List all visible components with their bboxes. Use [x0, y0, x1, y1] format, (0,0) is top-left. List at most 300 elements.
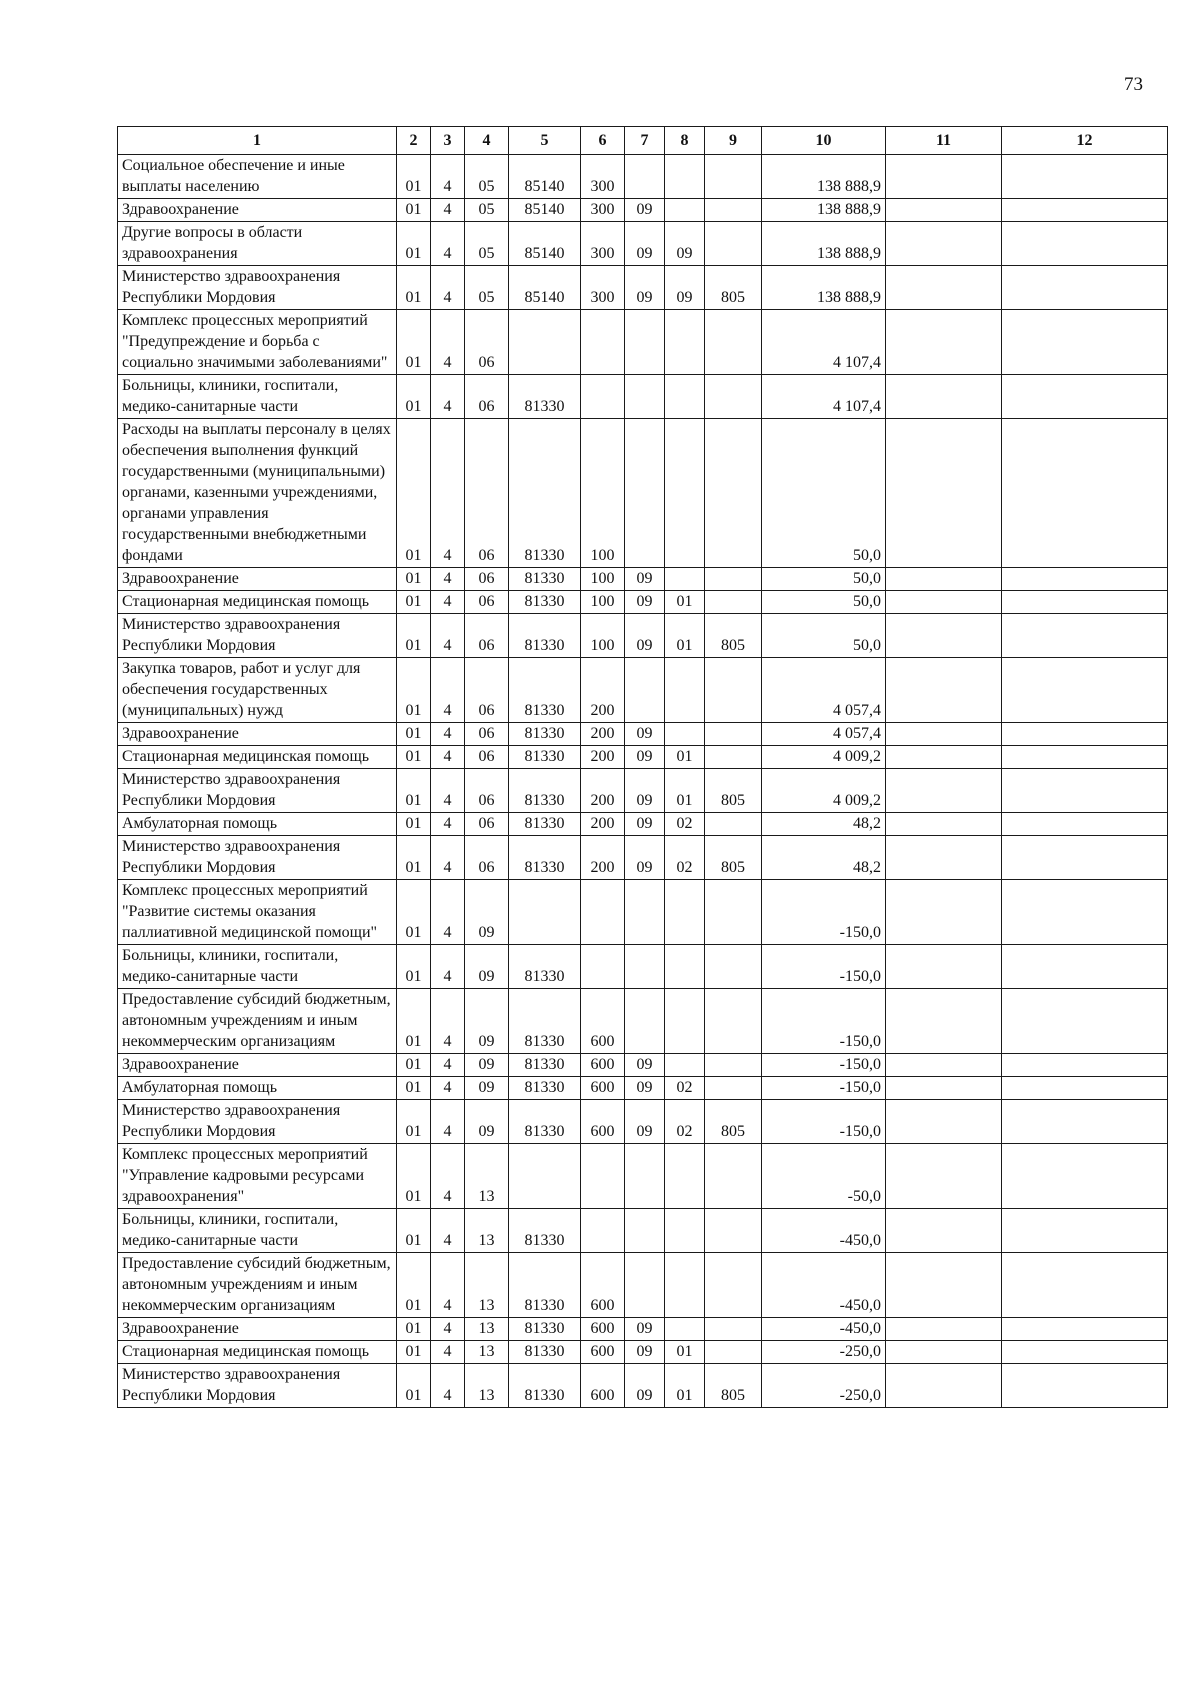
code-cell [705, 723, 762, 746]
amount-cell: 50,0 [762, 591, 886, 614]
code-cell: 81330 [509, 614, 581, 658]
code-cell: 4 [431, 222, 465, 266]
code-cell [665, 199, 705, 222]
code-cell: 05 [465, 222, 509, 266]
row-name-cell: Другие вопросы в области здравоохранения [118, 222, 397, 266]
amount-cell [1002, 1318, 1168, 1341]
row-name-cell: Министерство здравоохранения Республики Мордовия [118, 836, 397, 880]
code-cell: 09 [625, 836, 665, 880]
column-header: 9 [705, 127, 762, 155]
code-cell [625, 375, 665, 419]
code-cell: 100 [581, 591, 625, 614]
code-cell: 81330 [509, 1054, 581, 1077]
table-row [118, 1341, 1168, 1364]
row-name-cell: Стационарная медицинская помощь [118, 746, 397, 769]
code-cell: 02 [665, 1077, 705, 1100]
row-name-cell: Закупка товаров, работ и услуг для обеспечения государственных (муниципальных) нужд [118, 658, 397, 723]
code-cell [705, 945, 762, 989]
code-cell [509, 880, 581, 945]
code-cell: 01 [665, 1341, 705, 1364]
code-cell: 600 [581, 989, 625, 1054]
amount-cell [886, 375, 1002, 419]
amount-cell [1002, 1364, 1168, 1408]
code-cell: 09 [625, 1364, 665, 1408]
amount-cell: -150,0 [762, 1054, 886, 1077]
code-cell: 01 [665, 591, 705, 614]
code-cell: 600 [581, 1364, 625, 1408]
code-cell [665, 568, 705, 591]
code-cell [705, 1077, 762, 1100]
table-row [118, 880, 1168, 945]
row-name-cell: Министерство здравоохранения Республики Мордовия [118, 1364, 397, 1408]
code-cell [705, 591, 762, 614]
amount-cell [886, 989, 1002, 1054]
code-cell: 06 [465, 658, 509, 723]
row-name-cell: Комплекс процессных мероприятий "Развитие системы оказания паллиативной медицинской помощи" [118, 880, 397, 945]
code-cell: 09 [465, 880, 509, 945]
amount-cell: -150,0 [762, 945, 886, 989]
code-cell: 09 [465, 1054, 509, 1077]
code-cell: 06 [465, 813, 509, 836]
row-name-cell: Амбулаторная помощь [118, 1077, 397, 1100]
amount-cell [886, 1077, 1002, 1100]
amount-cell [886, 199, 1002, 222]
code-cell: 81330 [509, 658, 581, 723]
code-cell: 09 [625, 1054, 665, 1077]
code-cell: 81330 [509, 989, 581, 1054]
table-row [118, 591, 1168, 614]
code-cell: 01 [397, 1253, 431, 1318]
code-cell: 81330 [509, 419, 581, 568]
code-cell: 81330 [509, 1318, 581, 1341]
code-cell [705, 1341, 762, 1364]
code-cell: 4 [431, 591, 465, 614]
column-header: 2 [397, 127, 431, 155]
code-cell: 805 [705, 1364, 762, 1408]
code-cell: 09 [665, 222, 705, 266]
code-cell: 01 [397, 1100, 431, 1144]
amount-cell [886, 1144, 1002, 1209]
code-cell: 4 [431, 568, 465, 591]
code-cell [705, 568, 762, 591]
code-cell: 01 [397, 723, 431, 746]
amount-cell: -450,0 [762, 1209, 886, 1253]
code-cell [625, 1253, 665, 1318]
table-row [118, 723, 1168, 746]
amount-cell [1002, 769, 1168, 813]
amount-cell [886, 746, 1002, 769]
page-number: 73 [1124, 74, 1143, 95]
table-row [118, 989, 1168, 1054]
amount-cell: 4 009,2 [762, 746, 886, 769]
code-cell: 13 [465, 1144, 509, 1209]
code-cell: 200 [581, 658, 625, 723]
code-cell: 4 [431, 1054, 465, 1077]
code-cell: 300 [581, 199, 625, 222]
table-row [118, 1077, 1168, 1100]
code-cell: 4 [431, 813, 465, 836]
amount-cell [1002, 1144, 1168, 1209]
amount-cell [886, 1100, 1002, 1144]
amount-cell [1002, 1077, 1168, 1100]
table-row [118, 155, 1168, 199]
code-cell: 100 [581, 419, 625, 568]
code-cell: 06 [465, 614, 509, 658]
code-cell: 81330 [509, 945, 581, 989]
code-cell: 02 [665, 1100, 705, 1144]
amount-cell [1002, 945, 1168, 989]
amount-cell: 138 888,9 [762, 155, 886, 199]
code-cell [581, 375, 625, 419]
code-cell: 09 [625, 746, 665, 769]
code-cell: 01 [397, 199, 431, 222]
code-cell: 4 [431, 1144, 465, 1209]
code-cell: 200 [581, 813, 625, 836]
code-cell [625, 989, 665, 1054]
code-cell [625, 1144, 665, 1209]
code-cell: 200 [581, 769, 625, 813]
code-cell: 01 [397, 419, 431, 568]
code-cell: 805 [705, 769, 762, 813]
code-cell [665, 945, 705, 989]
column-header: 12 [1002, 127, 1168, 155]
amount-cell [886, 1341, 1002, 1364]
code-cell: 4 [431, 658, 465, 723]
table-body [118, 155, 1168, 1408]
code-cell [705, 310, 762, 375]
code-cell: 01 [397, 266, 431, 310]
code-cell: 01 [397, 591, 431, 614]
amount-cell [1002, 1341, 1168, 1364]
code-cell: 01 [665, 614, 705, 658]
table-row [118, 568, 1168, 591]
code-cell: 09 [625, 266, 665, 310]
row-name-cell: Предоставление субсидий бюджетным, автономным учреждениям и иным некоммерческим организациям [118, 989, 397, 1054]
code-cell [705, 989, 762, 1054]
amount-cell [1002, 591, 1168, 614]
code-cell: 06 [465, 746, 509, 769]
code-cell: 01 [397, 375, 431, 419]
code-cell: 4 [431, 1318, 465, 1341]
code-cell: 4 [431, 1100, 465, 1144]
code-cell: 01 [397, 769, 431, 813]
code-cell: 09 [465, 1100, 509, 1144]
code-cell: 4 [431, 945, 465, 989]
code-cell: 01 [665, 769, 705, 813]
amount-cell [1002, 222, 1168, 266]
table-row [118, 746, 1168, 769]
code-cell: 81330 [509, 723, 581, 746]
code-cell: 81330 [509, 1341, 581, 1364]
code-cell: 600 [581, 1318, 625, 1341]
code-cell: 81330 [509, 591, 581, 614]
amount-cell [886, 1054, 1002, 1077]
amount-cell [1002, 199, 1168, 222]
amount-cell [1002, 568, 1168, 591]
code-cell [625, 155, 665, 199]
code-cell [665, 1054, 705, 1077]
code-cell: 4 [431, 769, 465, 813]
code-cell: 4 [431, 1077, 465, 1100]
code-cell [665, 723, 705, 746]
row-name-cell: Больницы, клиники, госпитали, медико-санитарные части [118, 375, 397, 419]
code-cell: 805 [705, 1100, 762, 1144]
amount-cell: -150,0 [762, 1077, 886, 1100]
code-cell [665, 1209, 705, 1253]
code-cell: 4 [431, 1253, 465, 1318]
code-cell: 09 [625, 568, 665, 591]
amount-cell [886, 155, 1002, 199]
amount-cell [886, 769, 1002, 813]
table-row [118, 310, 1168, 375]
code-cell [705, 1253, 762, 1318]
code-cell: 09 [625, 1341, 665, 1364]
code-cell: 13 [465, 1209, 509, 1253]
code-cell: 4 [431, 1209, 465, 1253]
table-row [118, 769, 1168, 813]
code-cell: 300 [581, 222, 625, 266]
code-cell: 02 [665, 836, 705, 880]
amount-cell [1002, 813, 1168, 836]
code-cell: 4 [431, 989, 465, 1054]
code-cell [665, 989, 705, 1054]
amount-cell [886, 1364, 1002, 1408]
amount-cell [1002, 989, 1168, 1054]
code-cell [665, 1253, 705, 1318]
code-cell: 4 [431, 723, 465, 746]
code-cell: 01 [397, 1318, 431, 1341]
amount-cell [1002, 658, 1168, 723]
amount-cell [1002, 266, 1168, 310]
code-cell: 81330 [509, 813, 581, 836]
code-cell: 09 [625, 723, 665, 746]
row-name-cell: Амбулаторная помощь [118, 813, 397, 836]
code-cell [705, 222, 762, 266]
row-name-cell: Расходы на выплаты персоналу в целях обеспечения выполнения функций государственными (муниципальными) органами, казенными учреждениями, органами управления государственными внебюджетными фондами [118, 419, 397, 568]
code-cell: 4 [431, 375, 465, 419]
amount-cell: -250,0 [762, 1364, 886, 1408]
header-row [118, 127, 1168, 155]
row-name-cell: Стационарная медицинская помощь [118, 591, 397, 614]
code-cell: 01 [397, 746, 431, 769]
code-cell: 4 [431, 310, 465, 375]
table-row [118, 614, 1168, 658]
code-cell: 85140 [509, 222, 581, 266]
code-cell: 09 [625, 222, 665, 266]
column-header: 6 [581, 127, 625, 155]
amount-cell: 50,0 [762, 568, 886, 591]
code-cell: 09 [625, 769, 665, 813]
code-cell: 01 [397, 658, 431, 723]
code-cell: 01 [397, 222, 431, 266]
code-cell: 09 [625, 1318, 665, 1341]
code-cell: 81330 [509, 568, 581, 591]
code-cell: 01 [397, 155, 431, 199]
row-name-cell: Социальное обеспечение и иные выплаты населению [118, 155, 397, 199]
table-row [118, 1209, 1168, 1253]
code-cell: 600 [581, 1253, 625, 1318]
code-cell [705, 1209, 762, 1253]
column-header: 11 [886, 127, 1002, 155]
code-cell: 600 [581, 1100, 625, 1144]
amount-cell [886, 1318, 1002, 1341]
amount-cell [1002, 1100, 1168, 1144]
code-cell: 81330 [509, 746, 581, 769]
amount-cell [1002, 836, 1168, 880]
code-cell [705, 375, 762, 419]
amount-cell: 50,0 [762, 419, 886, 568]
row-name-cell: Больницы, клиники, госпитали, медико-санитарные части [118, 945, 397, 989]
code-cell: 05 [465, 266, 509, 310]
code-cell: 81330 [509, 1100, 581, 1144]
code-cell: 81330 [509, 836, 581, 880]
code-cell [665, 1318, 705, 1341]
code-cell: 4 [431, 746, 465, 769]
code-cell: 01 [397, 568, 431, 591]
code-cell: 09 [625, 1077, 665, 1100]
code-cell: 06 [465, 375, 509, 419]
code-cell: 4 [431, 1341, 465, 1364]
table-row [118, 945, 1168, 989]
amount-cell: -150,0 [762, 989, 886, 1054]
code-cell: 81330 [509, 1364, 581, 1408]
code-cell [705, 199, 762, 222]
amount-cell: 4 009,2 [762, 769, 886, 813]
amount-cell [886, 813, 1002, 836]
code-cell: 13 [465, 1341, 509, 1364]
code-cell: 200 [581, 723, 625, 746]
amount-cell: 4 107,4 [762, 375, 886, 419]
code-cell: 4 [431, 1364, 465, 1408]
code-cell: 4 [431, 266, 465, 310]
row-name-cell: Комплекс процессных мероприятий "Предупреждение и борьба с социально значимыми заболеваниями" [118, 310, 397, 375]
amount-cell [1002, 723, 1168, 746]
row-name-cell: Министерство здравоохранения Республики Мордовия [118, 614, 397, 658]
table-row [118, 836, 1168, 880]
code-cell: 100 [581, 614, 625, 658]
amount-cell [886, 266, 1002, 310]
code-cell: 85140 [509, 155, 581, 199]
code-cell: 06 [465, 723, 509, 746]
code-cell [665, 310, 705, 375]
row-name-cell: Здравоохранение [118, 1054, 397, 1077]
code-cell: 06 [465, 310, 509, 375]
code-cell [625, 310, 665, 375]
code-cell: 09 [665, 266, 705, 310]
amount-cell: -450,0 [762, 1253, 886, 1318]
code-cell [705, 419, 762, 568]
table-row [118, 1054, 1168, 1077]
column-header: 10 [762, 127, 886, 155]
row-name-cell: Больницы, клиники, госпитали, медико-санитарные части [118, 1209, 397, 1253]
table-row [118, 419, 1168, 568]
code-cell: 600 [581, 1077, 625, 1100]
code-cell: 4 [431, 836, 465, 880]
amount-cell: -250,0 [762, 1341, 886, 1364]
code-cell [705, 155, 762, 199]
amount-cell [1002, 614, 1168, 658]
amount-cell [886, 836, 1002, 880]
amount-cell: 48,2 [762, 836, 886, 880]
code-cell: 09 [465, 945, 509, 989]
code-cell: 01 [397, 1077, 431, 1100]
amount-cell [886, 310, 1002, 375]
code-cell [705, 1318, 762, 1341]
code-cell: 13 [465, 1253, 509, 1318]
amount-cell [886, 222, 1002, 266]
row-name-cell: Предоставление субсидий бюджетным, автономным учреждениям и иным некоммерческим организациям [118, 1253, 397, 1318]
code-cell: 4 [431, 155, 465, 199]
code-cell [625, 945, 665, 989]
code-cell: 81330 [509, 769, 581, 813]
code-cell: 81330 [509, 1253, 581, 1318]
code-cell: 4 [431, 419, 465, 568]
amount-cell [886, 591, 1002, 614]
code-cell: 01 [397, 1364, 431, 1408]
code-cell: 4 [431, 880, 465, 945]
amount-cell [1002, 1253, 1168, 1318]
column-header: 8 [665, 127, 705, 155]
amount-cell [886, 568, 1002, 591]
code-cell: 13 [465, 1318, 509, 1341]
code-cell [665, 658, 705, 723]
code-cell: 06 [465, 419, 509, 568]
amount-cell [886, 945, 1002, 989]
row-name-cell: Здравоохранение [118, 199, 397, 222]
column-header: 1 [118, 127, 397, 155]
amount-cell: 4 057,4 [762, 658, 886, 723]
amount-cell: -150,0 [762, 880, 886, 945]
code-cell: 81330 [509, 1209, 581, 1253]
code-cell: 200 [581, 746, 625, 769]
row-name-cell: Министерство здравоохранения Республики Мордовия [118, 266, 397, 310]
amount-cell [886, 1253, 1002, 1318]
code-cell: 300 [581, 155, 625, 199]
amount-cell: 4 107,4 [762, 310, 886, 375]
row-name-cell: Здравоохранение [118, 1318, 397, 1341]
code-cell [705, 813, 762, 836]
code-cell: 09 [625, 199, 665, 222]
code-cell: 01 [397, 1054, 431, 1077]
amount-cell [886, 614, 1002, 658]
table-row [118, 375, 1168, 419]
amount-cell [886, 723, 1002, 746]
code-cell: 805 [705, 614, 762, 658]
amount-cell [1002, 310, 1168, 375]
code-cell: 01 [397, 813, 431, 836]
code-cell [665, 1144, 705, 1209]
amount-cell: 138 888,9 [762, 266, 886, 310]
code-cell [705, 658, 762, 723]
code-cell: 01 [665, 1364, 705, 1408]
code-cell: 05 [465, 199, 509, 222]
amount-cell: 4 057,4 [762, 723, 886, 746]
amount-cell [1002, 880, 1168, 945]
code-cell: 06 [465, 769, 509, 813]
code-cell [665, 880, 705, 945]
code-cell: 600 [581, 1054, 625, 1077]
amount-cell [1002, 1209, 1168, 1253]
code-cell: 81330 [509, 1077, 581, 1100]
code-cell [581, 1144, 625, 1209]
amount-cell [886, 419, 1002, 568]
row-name-cell: Здравоохранение [118, 568, 397, 591]
code-cell: 09 [465, 989, 509, 1054]
row-name-cell: Министерство здравоохранения Республики Мордовия [118, 769, 397, 813]
code-cell: 01 [397, 836, 431, 880]
code-cell [665, 155, 705, 199]
code-cell: 06 [465, 591, 509, 614]
